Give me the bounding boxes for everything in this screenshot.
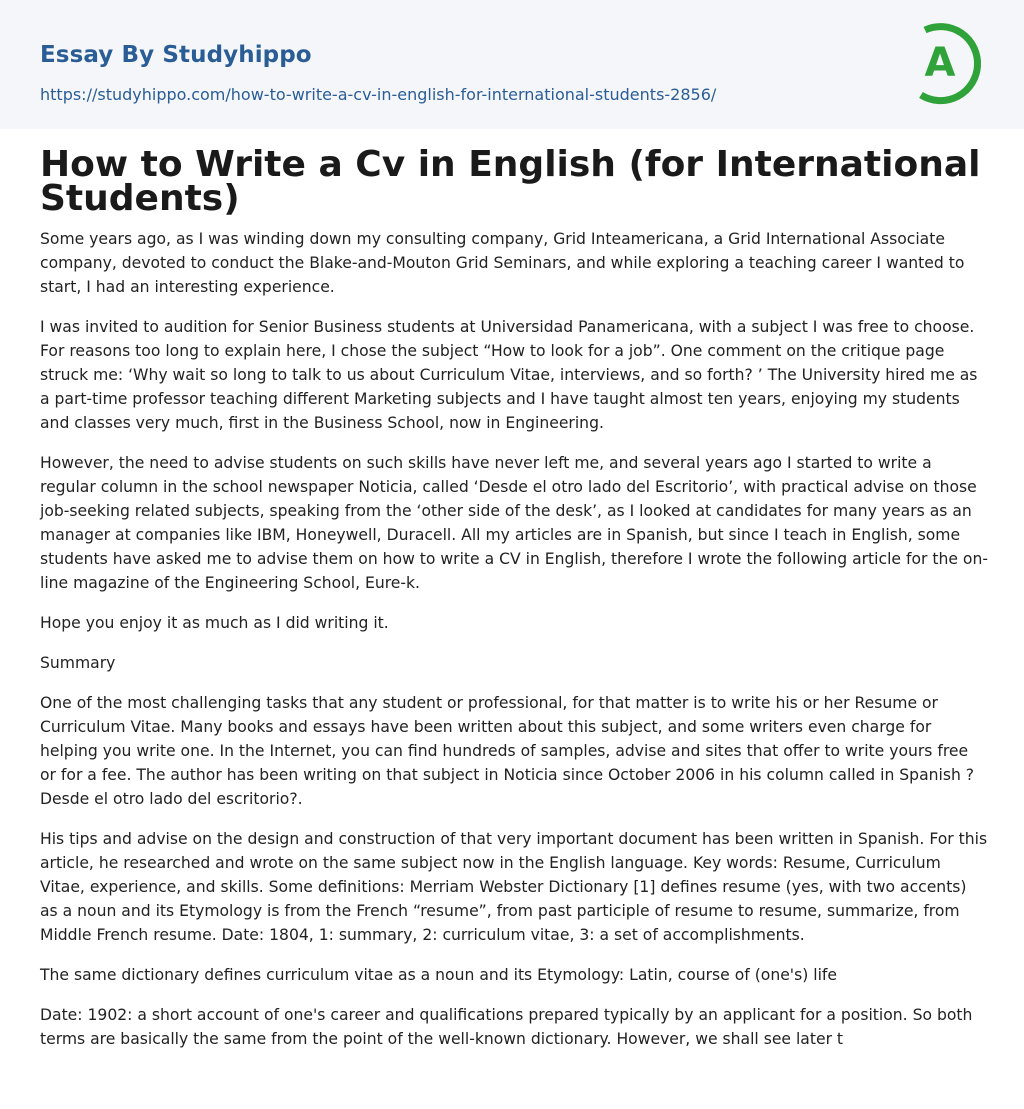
- source-url-link[interactable]: https://studyhippo.com/how-to-write-a-cv-in-english-for-international-students-2856/: [40, 85, 717, 104]
- studyhippo-logo-icon[interactable]: [908, 17, 990, 107]
- article-paragraph: Some years ago, as I was winding down my consulting company, Grid Inteamericana, a Grid International Associate company, devoted to conduct the Blake-and-Mouton Grid Seminars, and while exploring a teaching career I wanted to start, I had an interesting experience.: [40, 230, 965, 296]
- article-paragraph: His tips and advise on the design and construction of that very important document has been written in Spanish. For this article, he researched and wrote on the same subject now in the English language. Key words: Resume, Curriculum Vitae, experience, and skills. Some definitions: Merriam Webster Dictionary [1] defines resume (yes, with two accents) as a noun and its Etymology is from the French “resume”, from past participle of resume to resume, summarize, from Middle French resume. Date: 1804, 1: summary, 2: curriculum vitae, 3: a set of accomplishments.: [40, 830, 988, 944]
- article-paragraph: One of the most challenging tasks that any student or professional, for that matter is to write his or her Resume or Curriculum Vitae. Many books and essays have been written about this subject, and some writers even charge for helping you write one. In the Internet, you can find hundreds of samples, advise and sites that offer to write yours free or for a fee. The author has been writing on that subject in Noticia since October 2006 in his column called in Spanish ? Desde el otro lado del escritorio?.: [40, 694, 975, 808]
- article-paragraph: Hope you enjoy it as much as I did writing it.: [40, 614, 389, 632]
- brand-title[interactable]: Essay By Studyhippo: [40, 42, 312, 68]
- article: [40, 144, 988, 1067]
- article-paragraph: The same dictionary defines curriculum vitae as a noun and its Etymology: Latin, course of (one's) life: [40, 966, 837, 984]
- section-heading-summary: Summary: [40, 654, 116, 672]
- article-paragraph: I was invited to audition for Senior Business students at Universidad Panamericana, with a subject I was free to choose. For reasons too long to explain here, I chose the subject “How to look for a job”. One comment on the critique page struck me: ‘Why wait so long to talk to us about Curriculum Vitae, interviews, and so forth? ’ The University hired me as a part-time professor teaching different Marketing subjects and I have taught almost ten years, enjoying my students and classes very much, first in the Business School, now in Engineering.: [40, 318, 978, 432]
- article-paragraph: Date: 1902: a short account of one's career and qualifications prepared typically by an applicant for a position. So both terms are basically the same from the point of the well-known dictionary. However, we shall see later t: [40, 1006, 973, 1048]
- article-paragraph: However, the need to advise students on such skills have never left me, and several years ago I started to write a regular column in the school newspaper Noticia, called ‘Desde el otro lado del Escritorio’, with practical advise on those job-seeking related subjects, speaking from the ‘other side of the desk’, as I looked at candidates for many years as an manager at companies like IBM, Honeywell, Duracell. All my articles are in Spanish, but since I teach in English, some students have asked me to advise them on how to write a CV in English, therefore I wrote the following article for the on-line magazine of the Engineering School, Eure-k.: [40, 454, 988, 592]
- logo-letter: A: [924, 40, 956, 86]
- site-header: [0, 0, 1024, 129]
- page-title: How to Write a Cv in English (for International Students): [40, 144, 981, 219]
